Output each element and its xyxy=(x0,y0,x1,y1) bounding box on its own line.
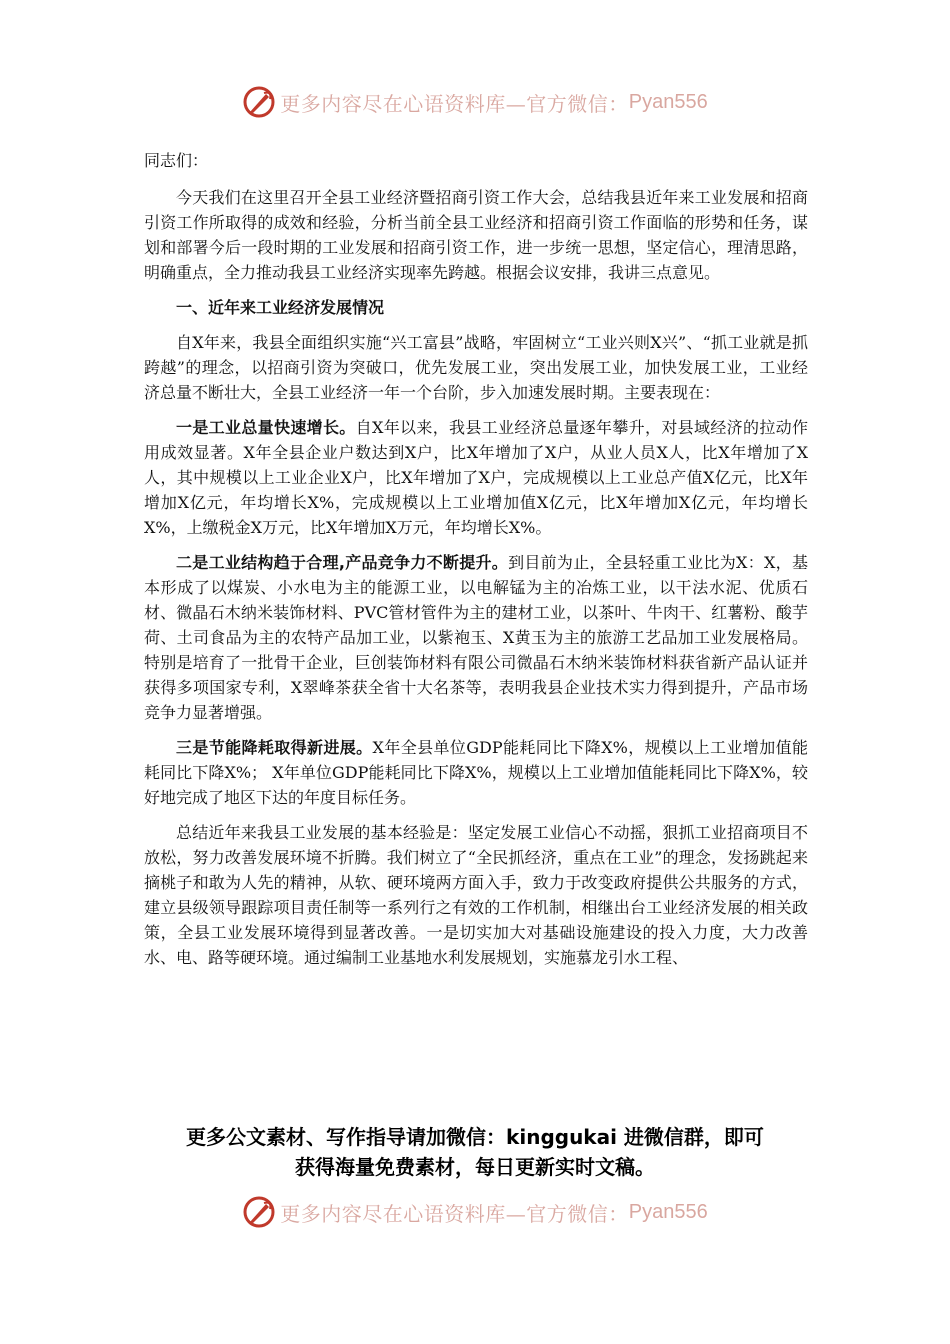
point-paragraph-3 xyxy=(144,735,808,810)
point-lead-1: 一是工业总量快速增长。 xyxy=(176,418,356,437)
salutation: 同志们： xyxy=(144,151,209,170)
promo-line-1: 更多公文素材、写作指导请加微信：kinggukai 进微信群，即可 xyxy=(186,1125,764,1149)
watermark-banner-bottom xyxy=(0,1192,950,1232)
promo-line-2: 获得海量免费素材，每日更新实时文稿。 xyxy=(295,1155,655,1179)
section-heading: 一、近年来工业经济发展情况 xyxy=(176,298,385,317)
watermark-wechat-id: Pyan556 xyxy=(628,90,708,113)
quill-logo-icon xyxy=(242,85,276,119)
watermark-wechat-id: Pyan556 xyxy=(628,1200,708,1223)
quill-logo-icon xyxy=(242,1195,276,1229)
section-intro-paragraph: 自X年来，我县全面组织实施“兴工富县”战略，牢固树立“工业兴则X兴”、“抓工业就是抓跨越”的理念，以招商引资为突破口，优先发展工业，突出发展工业，加快发展工业，工业经济总量不断壮大，全县工业经济一年一个台阶，步入加速发展时期。主要表现在： xyxy=(144,333,808,402)
watermark-banner-top xyxy=(0,82,950,122)
point-paragraph-1 xyxy=(144,415,808,540)
point-text-3: X年全县单位GDP能耗同比下降X%，规模以上工业增加值能耗同比下降X%； X年单位GDP能耗同比下降X%，规模以上工业增加值能耗同比下降X%，较好地完成了地区下达的年度目标任务。 xyxy=(144,738,808,807)
point-text-2: 到目前为止，全县轻重工业比为X：X，基本形成了以煤炭、小水电为主的能源工业，以电解锰为主的冶炼工业，以干法水泥、优质石材、微晶石木纳米装饰材料、PVC管材管件为主的建材工业，以茶叶、牛肉干、红薯粉、酸芋荷、土司食品为主的农特产品加工业，以紫袍玉、X黄玉为主的旅游工艺品加工业发展格局。特别是培育了一批骨干企业，巨创装饰材料有限公司微晶石木纳米装饰材料获省新产品认证并获得多项国家专利，X翠峰茶获全省十大名茶等，表明我县企业技术实力得到提升，产品市场竞争力显著增强。 xyxy=(144,553,808,722)
point-paragraph-2 xyxy=(144,550,808,725)
document-body xyxy=(144,148,808,980)
point-text-1: 自X年以来，我县工业经济总量逐年攀升，对县域经济的拉动作用成效显著。X年全县企业户数达到X户，比X年增加了X户，从业人员X人，比X年增加了X人，其中规模以上工业企业X户，比X年增加了X户，完成规模以上工业总产值X亿元，比X年增加X亿元，年均增长X%，完成规模以上工业增加值X亿元，比X年增加X亿元，年均增长X%，上缴税金X万元，比X年增加X万元，年均增长X%。 xyxy=(144,418,808,537)
watermark-site-text: 更多内容尽在心语资料库—官方微信： xyxy=(280,91,629,116)
promo-notice xyxy=(100,1122,850,1182)
summary-paragraph: 总结近年来我县工业发展的基本经验是：坚定发展工业信心不动摇，狠抓工业招商项目不放松，努力改善发展环境不折腾。我们树立了“全民抓经济，重点在工业”的理念，发扬跳起来摘桃子和敢为人先的精神，从软、硬环境两方面入手，致力于改变政府提供公共服务的方式，建立县级领导跟踪项目责任制等一系列行之有效的工作机制，相继出台工业经济发展的相关政策，全县工业发展环境得到显著改善。一是切实加大对基础设施建设的投入力度，大力改善水、电、路等硬环境。通过编制工业基地水利发展规划，实施慕龙引水工程、 xyxy=(144,823,808,967)
point-lead-3: 三是节能降耗取得新进展。 xyxy=(176,738,373,757)
watermark-site-text: 更多内容尽在心语资料库—官方微信： xyxy=(280,1201,629,1226)
intro-paragraph: 今天我们在这里召开全县工业经济暨招商引资工作大会，总结我县近年来工业发展和招商引资工作所取得的成效和经验，分析当前全县工业经济和招商引资工作面临的形势和任务，谋划和部署今后一段时期的工业发展和招商引资工作，进一步统一思想，坚定信心，理清思路，明确重点，全力推动我县工业经济实现率先跨越。根据会议安排，我讲三点意见。 xyxy=(144,188,808,282)
point-lead-2: 二是工业结构趋于合理,产品竞争力不断提升。 xyxy=(176,553,509,572)
